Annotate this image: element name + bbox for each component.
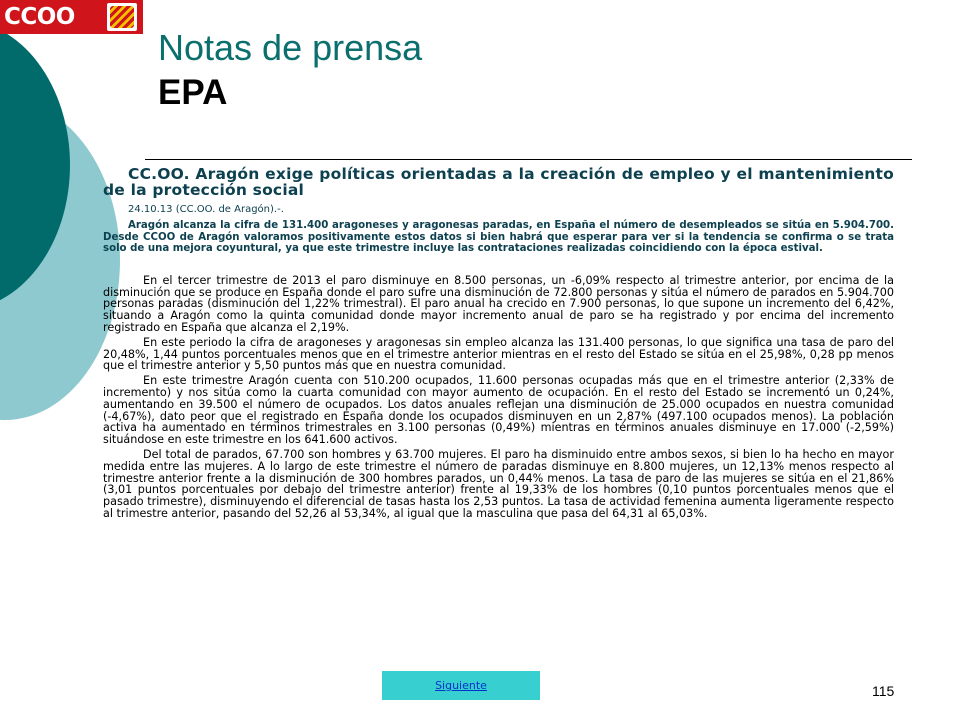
ccoo-logo bbox=[0, 0, 143, 34]
article-paragraph: En este trimestre Aragón cuenta con 510.200 ocupados, 11.600 personas ocupadas más que en el trimestre anterior (2,33% de incremento) y nos sitúa como la cuarta comunidad con mayor aumento de ocupación. En el resto del Estado se incrementó un 0,24%, aumentando en 39.500 el número de ocupados. Los datos anuales reflejan una disminución de 25.000 ocupados en nuestra comunidad (-4,67%), dato peor que el registrado en España donde los ocupados disminuyen en un 2,87% (497.100 ocupados menos). La población activa ha aumentado en términos trimestrales en 3.100 personas (0,49%) mientras en términos anuales disminuye en 17.000 (-2,59%) situándose en este trimestre en los 641.600 activos. bbox=[103, 374, 894, 447]
page-number: 115 bbox=[872, 683, 895, 699]
article-paragraph: En el tercer trimestre de 2013 el paro disminuye en 8.500 personas, un -6,09% respecto al trimestre anterior, por encima de la disminución que se produce en España donde el paro sufre una disminución de 72.800 personas y sitúa el número de parados en 5.904.700 personas paradas (disminución del 1,22% trimestral). El paro anual ha crecido en 7.900 personas, lo que supone un incremento del 6,42%, situando a Aragón como la quinta comunidad donde mayor incremento anual de paro se ha registrado y por encima del incremento registrado en España que alcanza el 2,19%. bbox=[103, 273, 894, 334]
title-divider bbox=[145, 159, 912, 160]
aragon-flag-icon bbox=[107, 3, 137, 31]
page-subtitle: EPA bbox=[158, 73, 228, 112]
page-title: Notas de prensa bbox=[158, 27, 423, 68]
article-date: 24.10.13 (CC.OO. de Aragón).-. bbox=[128, 204, 284, 215]
article-paragraph: Del total de parados, 67.700 son hombres y 63.700 mujeres. El paro ha disminuido entre ambos sexos, si bien lo ha hecho en mayor medida entre las mujeres. A lo largo de este trimestre el número de paradas disminuye en 8.800 mujeres, un 12,13% menos respecto al trimestre anterior frente a la disminución de 300 hombres parados, un 0,44% menos. La tasa de paro de las mujeres se sitúa en el 21,86% (3,01 puntos porcentuales por debajo del trimestre anterior) frente al 19,33% de los hombres (0,10 puntos porcentuales menos que el pasado trimestre), disminuyendo el diferencial de tasas hasta los 2,53 puntos. La tasa de actividad femenina aumenta ligeramente respecto al trimestre anterior, pasando del 52,26 al 53,34%, al igual que la masculina que pasa del 64,31 al 65,03%. bbox=[103, 447, 894, 520]
next-button[interactable]: Siguiente bbox=[382, 671, 540, 700]
article-paragraph: En este periodo la cifra de aragoneses y aragonesas sin empleo alcanza las 131.400 personas, lo que significa una tasa de paro del 20,48%, 1,44 puntos porcentuales menos que en el trimestre anterior mientras en el resto del Estado se sitúa en el 25,98%, 0,28 pp menos que el trimestre anterior y 5,50 puntos más que en nuestra comunidad. bbox=[103, 335, 894, 373]
logo-text: CCOO bbox=[4, 4, 75, 30]
article-body bbox=[103, 166, 894, 523]
article-headline: CC.OO. Aragón exige políticas orientadas a la creación de empleo y el mantenimiento de la protección social bbox=[103, 165, 894, 199]
article-lead: Aragón alcanza la cifra de 131.400 aragoneses y aragonesas paradas, en España el número de desempleados se sitúa en 5.904.700. Desde CCOO de Aragón valoramos positivamente estos datos si bien habrá que esperar para ver si la tendencia se confirma o se trata solo de una mejora coyuntural, ya que este trimestre incluye las contrataciones realizadas coincidiendo con la época estival. bbox=[103, 220, 894, 255]
